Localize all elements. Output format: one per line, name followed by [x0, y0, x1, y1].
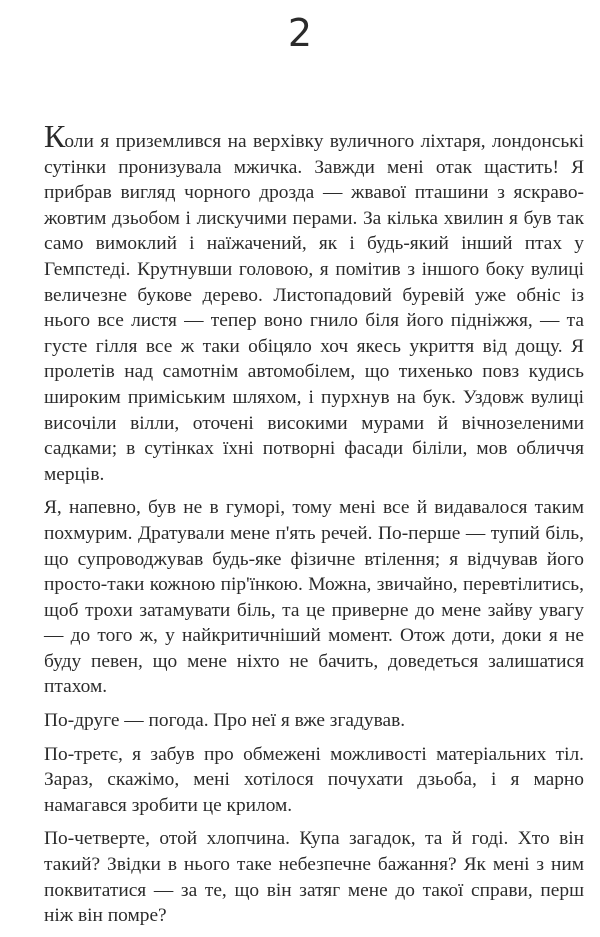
paragraph-2: Я, напевно, був не в гуморі, тому мені все й видавалося таким похмурим. Дратували мене п'ять речей. По-перше — тупий біль, що супроводжував будь-яке фізичне втілення; я відчував його просто-таки кожною пір'їнкою. Можна, звичайно, перевтілитись, щоб трохи затамувати біль, та це приверне до мене зайву увагу — до того ж, у найкритичніший момент. Отож доти, доки я не буду певен, що мене ніхто не бачить, доведеться залишатися птахом.: [44, 497, 584, 698]
paragraph-4: По-третє, я забув про обмежені можливості матеріальних тіл. Зараз, скажімо, мені хотілося почухати дзьоба, і я марно намагався зробити це крилом.: [44, 743, 584, 816]
paragraph-1: [44, 118, 584, 487]
chapter-number: 2: [287, 11, 313, 55]
chapter-text: [44, 118, 584, 937]
paragraph-3: По-друге — погода. Про неї я вже згадував.: [44, 710, 406, 732]
paragraph-5: По-четверте, отой хлопчина. Купа загадок, та й годі. Хто він такий? Звідки в нього таке небезпечне бажання? Як мені з ним поквитатися — за те, що він затяг мене до такої справи, перш ніж він помре?: [44, 828, 584, 927]
paragraph-1-text: оли я приземлився на верхівку вуличного ліхтаря, лондонські сутінки пронизувала мжичка. Завжди мені отак щастить! Я прибрав вигляд чорного дрозда — жвавої пташини з яскраво-жовтим дзьобом і лискучими перами. За кілька хвилин я був так само вимоклий і наїжачений, як і будь-який інший птах у Гемпстеді. Крутнувши головою, я помітив з іншого боку вулиці величезне букове дерево. Листопадовий буревій уже обніс із нього все листя — тепер воно гнило біля його підніжжя, — та густе гілля все ж таки обіцяло хоч якесь укриття від дощу. Я пролетів над самотнім автомобілем, що тихенько повз кудись широким приміським шляхом, і пурхнув на бук. Уздовж вулиці височіли вілли, оточені високими мурами й вічнозеленими садками; в сутінках їхні потворні фасади біліли, мов обличчя мерців.: [44, 131, 584, 485]
drop-cap: К: [44, 118, 65, 154]
